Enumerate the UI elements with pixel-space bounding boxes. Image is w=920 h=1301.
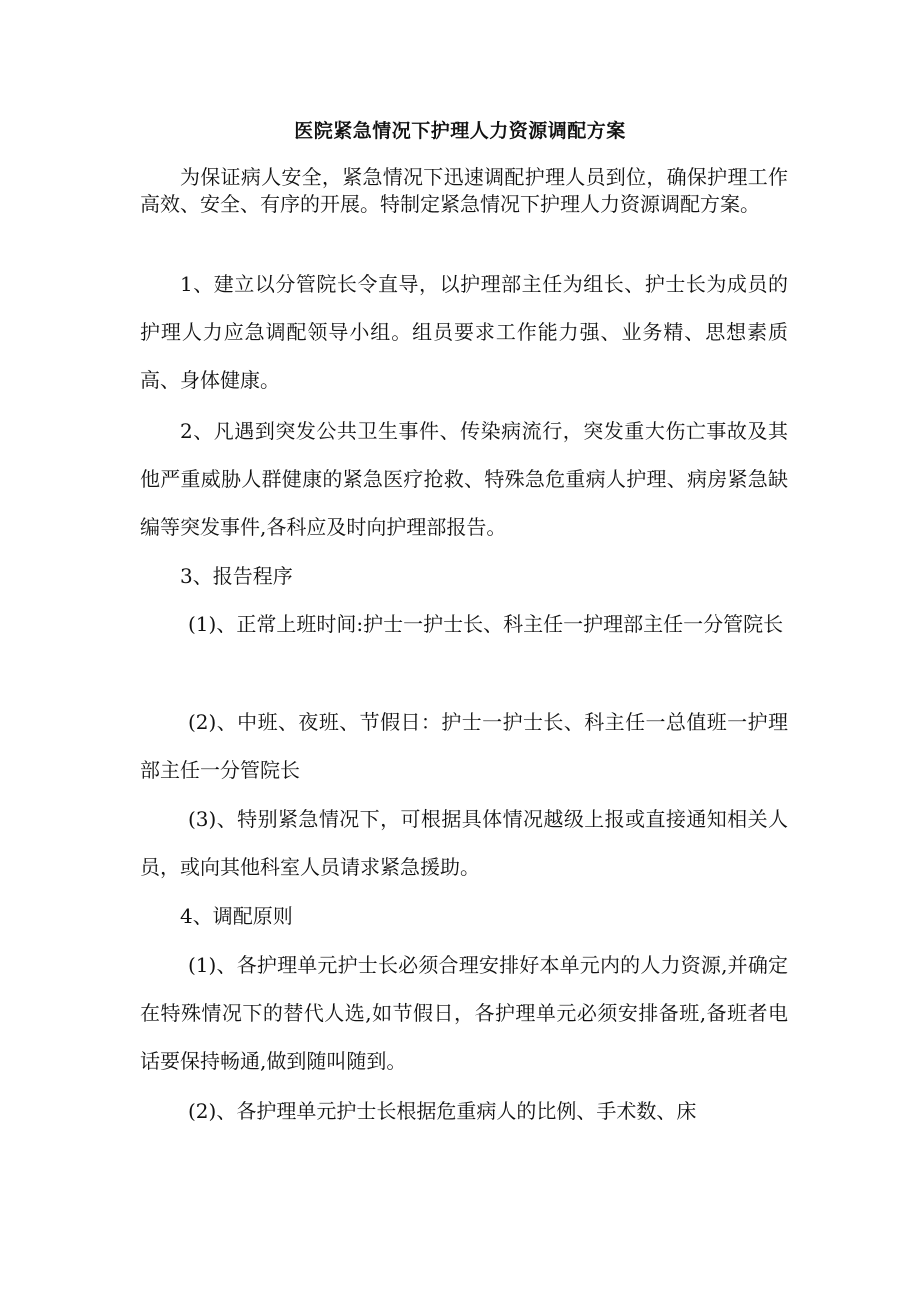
paragraph-3-1: (1)、正常上班时间:护士一护士长、科主任一护理部主任一分管院长 bbox=[188, 612, 784, 636]
paragraph-3-2: (2)、中班、夜班、节假日：护士一护士长、科主任一总值班一护理部主任一分管院长 bbox=[140, 710, 788, 782]
paragraph-4-heading: 4、调配原则 bbox=[180, 904, 293, 928]
paragraph-3-heading: 3、报告程序 bbox=[180, 564, 293, 588]
paragraph-1: 1、建立以分管院长令直导，以护理部主任为组长、护士长为成员的护理人力应急调配领导小组。组员要求工作能力强、业务精、思想素质高、身体健康。 bbox=[140, 272, 788, 392]
paragraph-2: 2、凡遇到突发公共卫生事件、传染病流行，突发重大伤亡事故及其他严重威胁人群健康的紧急医疗抢救、特殊急危重病人护理、病房紧急缺编等突发事件,各科应及时向护理部报告。 bbox=[140, 419, 788, 539]
intro-paragraph: 为保证病人安全，紧急情况下迅速调配护理人员到位，确保护理工作高效、安全、有序的开展。特制定紧急情况下护理人力资源调配方案。 bbox=[140, 165, 788, 216]
paragraph-4-2: (2)、各护理单元护士长根据危重病人的比例、手术数、床 bbox=[188, 1099, 697, 1123]
document-title: 医院紧急情况下护理人力资源调配方案 bbox=[294, 120, 626, 142]
paragraph-3-3: (3)、特别紧急情况下，可根据具体情况越级上报或直接通知相关人员，或向其他科室人员请求紧急援助。 bbox=[140, 807, 788, 879]
paragraph-4-1: (1)、各护理单元护士长必须合理安排好本单元内的人力资源,并确定在特殊情况下的替代人选,如节假日，各护理单元必须安排备班,备班者电话要保持畅通,做到随叫随到。 bbox=[140, 953, 788, 1073]
